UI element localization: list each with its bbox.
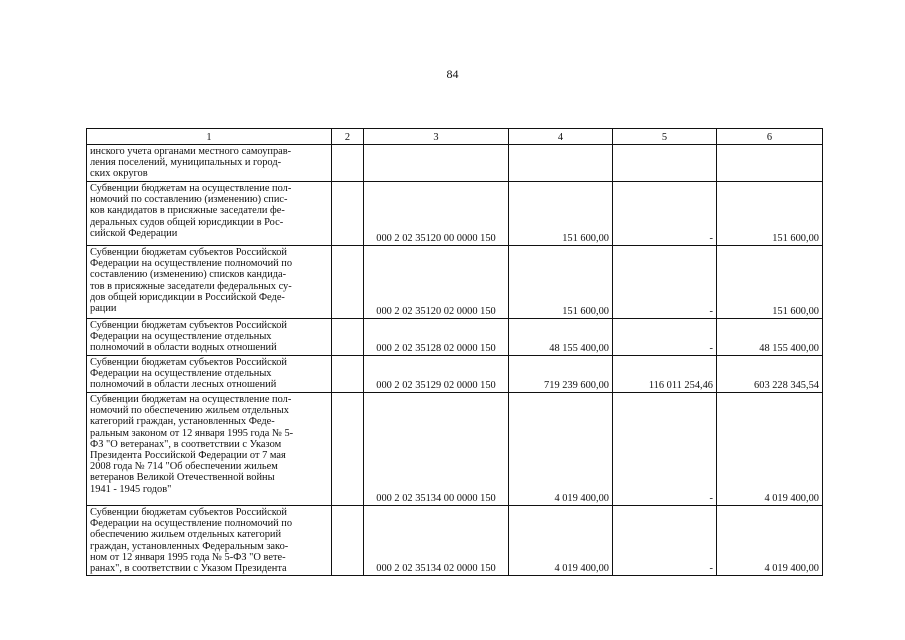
table-row (87, 393, 823, 506)
description-line: Субвенции бюджетам субъектов Российской (90, 357, 287, 368)
row-col-2 (332, 145, 364, 182)
row-col-2 (332, 182, 364, 246)
row-description (87, 356, 332, 393)
description-line: Субвенции бюджетам субъектов Российской (90, 507, 287, 518)
description-line: ранах", в соответствии с Указом Президента (90, 563, 287, 575)
row-col-4 (509, 145, 613, 182)
row-code: 000 2 02 35134 00 0000 150 (364, 393, 509, 506)
description-line: обеспечению жильем отдельных категорий (90, 529, 282, 541)
description-line: Субвенции бюджетам на осуществление пол- (90, 394, 292, 405)
row-col-5: - (613, 393, 717, 506)
row-col-5: - (613, 246, 717, 319)
row-col-6: 4 019 400,00 (717, 506, 823, 576)
table-row (87, 145, 823, 182)
description-line: номочий по обеспечению жильем отдельных (90, 405, 289, 417)
row-col-5: - (613, 506, 717, 576)
description-line: ральным законом от 12 января 1995 года № 5- (90, 427, 294, 439)
description-line: полномочий в области лесных отношений (90, 379, 277, 391)
description-line: дов общей юрисдикции в Российской Феде- (90, 291, 285, 303)
description-line: ских округов (90, 168, 148, 180)
row-col-6: 48 155 400,00 (717, 319, 823, 356)
table-row (87, 356, 823, 393)
description-line: ления поселений, муниципальных и город- (90, 157, 282, 169)
description-line: ветеранов Великой Отечественной войны (90, 472, 275, 484)
row-col-6 (717, 145, 823, 182)
description-line: Федерации на осуществление полномочий по (90, 258, 293, 270)
row-col-6: 151 600,00 (717, 182, 823, 246)
row-col-6: 4 019 400,00 (717, 393, 823, 506)
row-code: 000 2 02 35120 02 0000 150 (364, 246, 509, 319)
table-body (87, 145, 823, 576)
row-col-6: 603 228 345,54 (717, 356, 823, 393)
description-line: ков кандидатов в присяжные заседатели фе- (90, 205, 285, 217)
description-line: ФЗ "О ветеранах", в соответствии с Указом (90, 438, 282, 450)
description-line: составлению (изменению) списков кандида- (90, 269, 287, 281)
column-header-6: 6 (717, 129, 823, 145)
description-line: граждан, установленных Федеральным зако- (90, 540, 289, 552)
row-code (364, 145, 509, 182)
row-col-4: 151 600,00 (509, 246, 613, 319)
description-line: полномочий в области водных отношений (90, 342, 277, 354)
description-line: деральных судов общей юрисдикции в Рос- (90, 216, 284, 228)
description-line: Федерации на осуществление отдельных (90, 368, 272, 380)
row-description (87, 506, 332, 576)
description-line: Субвенции бюджетам на осуществление пол- (90, 183, 292, 194)
table-row (87, 319, 823, 356)
row-col-2 (332, 506, 364, 576)
row-code: 000 2 02 35120 00 0000 150 (364, 182, 509, 246)
row-col-4: 151 600,00 (509, 182, 613, 246)
row-description (87, 319, 332, 356)
column-header-4: 4 (509, 129, 613, 145)
row-col-4: 719 239 600,00 (509, 356, 613, 393)
row-code: 000 2 02 35128 02 0000 150 (364, 319, 509, 356)
row-col-2 (332, 393, 364, 506)
table-row (87, 506, 823, 576)
row-col-2 (332, 319, 364, 356)
column-header-3: 3 (364, 129, 509, 145)
description-line: тов в присяжные заседатели федеральных су- (90, 280, 292, 292)
description-line: инского учета органами местного самоуправ- (90, 146, 292, 157)
description-line: ном от 12 января 1995 года № 5-ФЗ "О вете- (90, 551, 286, 563)
description-line: Федерации на осуществление отдельных (90, 331, 272, 343)
description-line: номочий по составлению (изменению) спис- (90, 194, 288, 206)
row-code: 000 2 02 35129 02 0000 150 (364, 356, 509, 393)
row-col-5: 116 011 254,46 (613, 356, 717, 393)
description-line: 2008 года № 714 "Об обеспечении жильем (90, 461, 278, 473)
row-col-5: - (613, 319, 717, 356)
column-header-5: 5 (613, 129, 717, 145)
description-line: рации (90, 303, 117, 315)
column-header-1: 1 (87, 129, 332, 145)
description-line: Президента Российской Федерации от 7 мая (90, 450, 286, 462)
budget-table (86, 128, 823, 576)
description-line: 1941 - 1945 годов" (90, 483, 172, 495)
row-col-2 (332, 356, 364, 393)
description-line: Федерации на осуществление полномочий по (90, 518, 293, 530)
column-header-2: 2 (332, 129, 364, 145)
row-col-4: 4 019 400,00 (509, 506, 613, 576)
page-number: 84 (446, 67, 459, 81)
row-col-2 (332, 246, 364, 319)
description-line: категорий граждан, установленных Феде- (90, 416, 275, 428)
description-line: Субвенции бюджетам субъектов Российской (90, 320, 287, 331)
table-header-row (87, 129, 823, 145)
row-description (87, 182, 332, 246)
row-col-5: - (613, 182, 717, 246)
row-description (87, 145, 332, 182)
description-line: Субвенции бюджетам субъектов Российской (90, 247, 287, 258)
table-row (87, 246, 823, 319)
row-col-6: 151 600,00 (717, 246, 823, 319)
row-col-5 (613, 145, 717, 182)
description-line: сийской Федерации (90, 227, 178, 239)
row-col-4: 48 155 400,00 (509, 319, 613, 356)
row-description (87, 393, 332, 506)
row-description (87, 246, 332, 319)
table-row (87, 182, 823, 246)
row-col-4: 4 019 400,00 (509, 393, 613, 506)
row-code: 000 2 02 35134 02 0000 150 (364, 506, 509, 576)
